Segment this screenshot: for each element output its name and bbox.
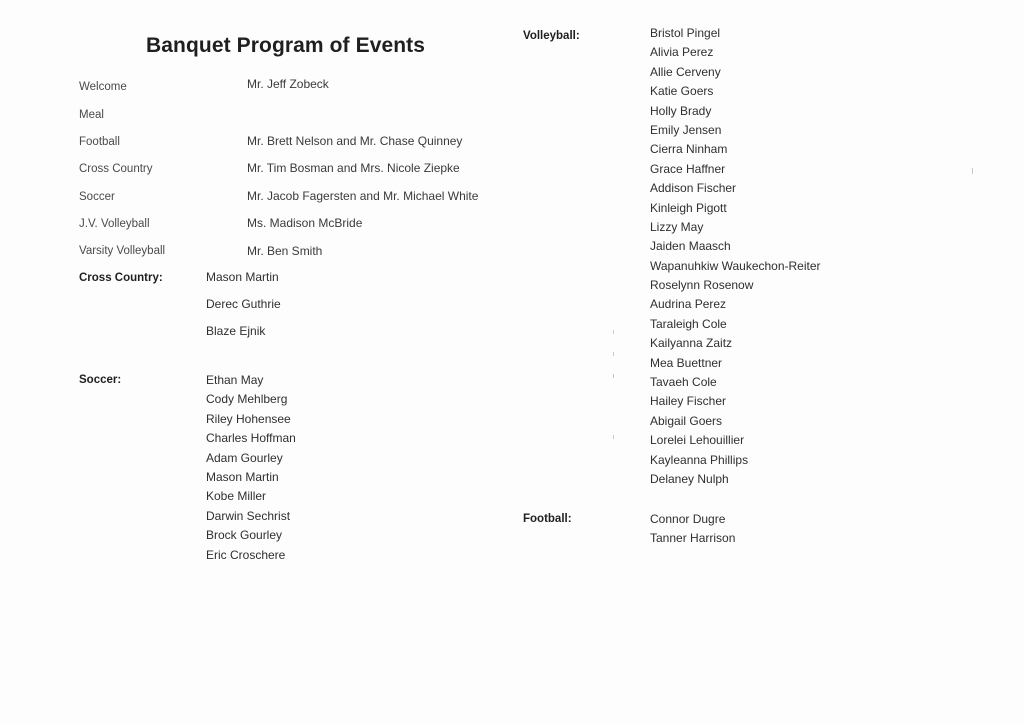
volleyball-label: Volleyball: [523, 30, 580, 42]
athlete-name: Blaze Ejnik [206, 324, 266, 338]
athlete-name: Cierra Ninham [650, 142, 728, 157]
program-event: J.V. Volleyball [79, 218, 150, 230]
athlete-name: Mason Martin [206, 270, 279, 284]
scan-speck [613, 435, 614, 439]
athlete-name: Roselynn Rosenow [650, 278, 754, 293]
athlete-name: Wapanuhkiw Waukechon-Reiter [650, 258, 821, 273]
scan-speck [613, 374, 614, 378]
athlete-name: Riley Hohensee [206, 411, 291, 426]
athlete-name: Kinleigh Pigott [650, 200, 727, 215]
athlete-name: Abigail Goers [650, 413, 723, 428]
program-presenter: Mr. Ben Smith [247, 244, 323, 258]
athlete-name: Darwin Sechrist [206, 508, 291, 523]
program-event: Varsity Volleyball [79, 245, 166, 257]
program-presenter: Ms. Madison McBride [247, 216, 363, 230]
athlete-name: Kayleanna Phillips [650, 452, 749, 467]
athlete-name: Mea Buettner [650, 355, 723, 370]
athlete-name: Emily Jensen [650, 122, 722, 137]
athlete-name: Tavaeh Cole [650, 375, 717, 390]
athlete-name: Charles Hoffman [206, 431, 296, 446]
athlete-name: Bristol Pingel [650, 26, 721, 40]
athlete-name: Lorelei Lehouillier [650, 433, 745, 448]
athlete-name: Ethan May [206, 373, 264, 387]
athlete-name: Addison Fischer [650, 181, 737, 196]
athlete-name: Taraleigh Cole [650, 316, 727, 331]
program-presenter: Mr. Jacob Fagersten and Mr. Michael White [247, 189, 479, 203]
soccer-roster [206, 371, 296, 565]
athlete-name: Adam Gourley [206, 450, 283, 465]
scan-speck [972, 168, 973, 174]
athlete-name: Audrina Perez [650, 297, 727, 312]
cross-country-roster [206, 264, 281, 345]
page-title: Banquet Program of Events [146, 34, 426, 57]
program-event: Football [79, 136, 120, 148]
program-event: Soccer [79, 191, 115, 203]
athlete-name: Mason Martin [206, 469, 279, 484]
athlete-name: Brock Gourley [206, 528, 283, 543]
athlete-name: Alivia Perez [650, 45, 714, 60]
athlete-name: Katie Goers [650, 84, 714, 99]
program-event: Welcome [79, 81, 127, 93]
football-label: Football: [523, 513, 572, 525]
athlete-name: Holly Brady [650, 103, 712, 118]
athlete-name: Lizzy May [650, 219, 704, 234]
athlete-name: Kailyanna Zaitz [650, 336, 733, 351]
athlete-name: Delaney Nulph [650, 471, 729, 486]
program-presenter: Mr. Brett Nelson and Mr. Chase Quinney [247, 134, 463, 148]
athlete-name: Derec Guthrie [206, 297, 281, 311]
athlete-name: Eric Croschere [206, 547, 286, 562]
program-presenter: Mr. Jeff Zobeck [247, 77, 329, 91]
cross-country-label: Cross Country: [79, 272, 163, 284]
athlete-name: Allie Cerveny [650, 64, 721, 79]
athlete-name: Grace Haffner [650, 161, 726, 176]
football-roster [650, 510, 735, 549]
volleyball-roster [650, 24, 821, 489]
athlete-name: Kobe Miller [206, 489, 267, 504]
athlete-name: Cody Mehlberg [206, 392, 288, 407]
soccer-label: Soccer: [79, 374, 122, 386]
athlete-name: Connor Dugre [650, 512, 726, 526]
program-event: Meal [79, 109, 104, 121]
program-presenter: Mr. Tim Bosman and Mrs. Nicole Ziepke [247, 161, 460, 175]
scan-speck [613, 330, 614, 334]
athlete-name: Hailey Fischer [650, 394, 727, 409]
athlete-name: Tanner Harrison [650, 531, 736, 546]
athlete-name: Jaiden Maasch [650, 239, 731, 254]
scan-speck [613, 352, 614, 356]
program-event: Cross Country [79, 163, 153, 175]
